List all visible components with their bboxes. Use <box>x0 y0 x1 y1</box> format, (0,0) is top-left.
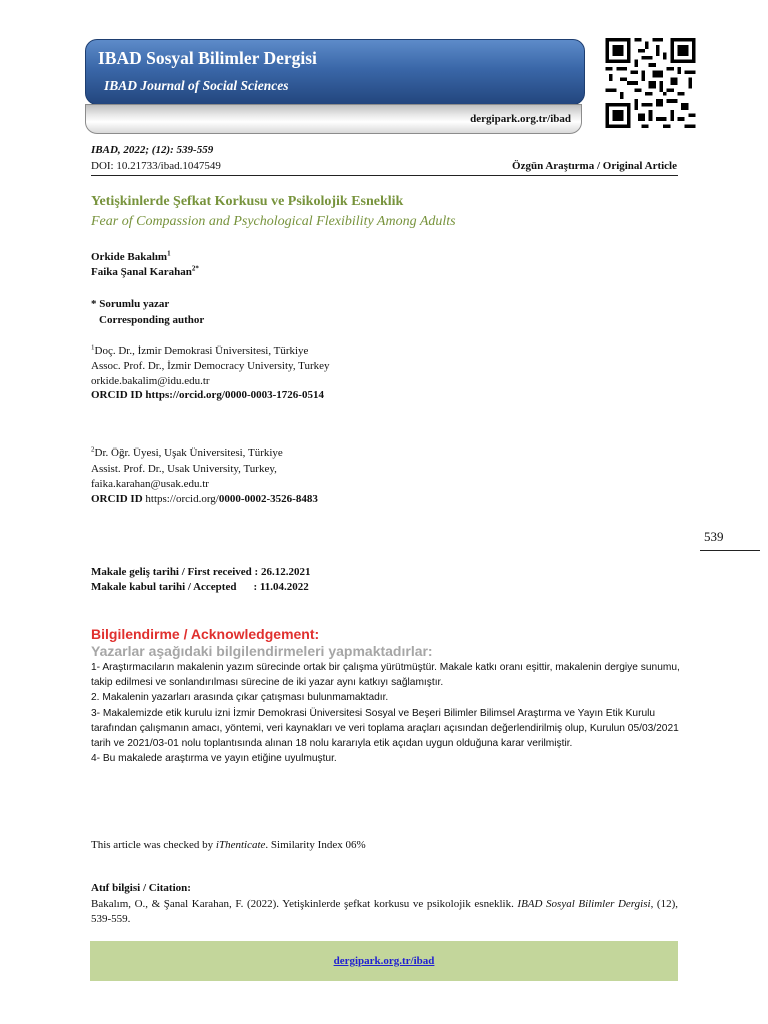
acknowledgement-item: 3- Makalemizde etik kurulu izni İzmir Demokrasi Üniversitesi Sosyal ve Beşeri Bilimler Bilimsel Araştırma ve Yayın Etik Kurulu tarafından çalışmanın amacı, yöntemi, veri kaynakları ve veri toplama araçları açısından değerlendirilmiş olup, Kurulun 05/03/2021 tarih ve 2021/03-01 nolu toplantısında alınan 18 nolu kararıyla etik açıdan uygun olduğuna karar verilmiştir. <box>91 707 679 750</box>
affiliation-2-en: Assist. Prof. Dr., Usak University, Turkey, <box>91 463 277 475</box>
journal-url[interactable]: dergipark.org.tr/ibad <box>470 113 571 125</box>
article-title-tr: Yetişkinlerde Şefkat Korkusu ve Psikolojik Esneklik <box>91 194 404 209</box>
author-1: Orkide Bakalım$^1$ <box>91 249 171 263</box>
acknowledgement-title: Bilgilendirme / Acknowledgement: <box>91 626 320 642</box>
doi[interactable]: DOI: 10.21733/ibad.1047549 <box>91 160 221 172</box>
journal-title-en: IBAD Journal of Social Sciences <box>104 78 289 93</box>
article-title-en: Fear of Compassion and Psychological Flexibility Among Adults <box>91 214 456 229</box>
affiliation-1-tr: $^1$Doç. Dr., İzmir Demokrasi Üniversitesi, Türkiye <box>91 343 309 357</box>
received-date: Makale geliş tarihi / First received : 26.12.2021 <box>91 566 311 578</box>
journal-title-tr: IBAD Sosyal Bilimler Dergisi <box>98 48 317 68</box>
journal-url-bar <box>85 104 582 134</box>
qr-code-icon <box>602 38 699 128</box>
author-2: Faika Şanal Karahan$^{2*}$ <box>91 264 199 278</box>
footer-bar <box>90 941 678 981</box>
author-2-email[interactable]: faika.karahan@usak.edu.tr <box>91 478 209 490</box>
affiliation-2-tr: $^2$Dr. Öğr. Üyesi, Uşak Üniversitesi, Türkiye <box>91 445 283 459</box>
footer-link[interactable]: dergipark.org.tr/ibad <box>333 955 435 967</box>
acknowledgement-item: 4- Bu makalede araştırma ve yayın etiğine uyulmuştur. <box>91 753 337 765</box>
journal-banner <box>85 39 585 105</box>
article-type: Özgün Araştırma / Original Article <box>512 160 677 172</box>
plagiarism-check: This article was checked by iThenticate. Similarity Index 06% <box>91 839 366 851</box>
page-number: 539 <box>704 529 724 544</box>
citation-heading: Atıf bilgisi / Citation: <box>91 882 191 894</box>
accepted-date: Makale kabul tarihi / Accepted : 11.04.2022 <box>91 581 309 593</box>
citation-line: IBAD, 2022; (12): 539-559 <box>91 144 214 156</box>
corresponding-en: Corresponding author <box>99 314 205 326</box>
header-divider <box>91 175 678 176</box>
author-2-orcid[interactable]: ORCID ID https://orcid.org/0000-0002-3526-8483 <box>91 493 318 505</box>
corresponding-tr: * Sorumlu yazar <box>91 298 170 310</box>
author-1-orcid[interactable]: ORCID ID https://orcid.org/0000-0003-1726-0514 <box>91 389 324 401</box>
author-1-email[interactable]: orkide.bakalim@idu.edu.tr <box>91 375 210 387</box>
page-number-rule <box>700 550 760 551</box>
acknowledgement-item: 2. Makalenin yazarları arasında çıkar çatışması bulunmamaktadır. <box>91 692 389 704</box>
acknowledgement-subtitle: Yazarlar aşağıdaki bilgilendirmeleri yapmaktadırlar: <box>91 643 433 659</box>
affiliation-1-en: Assoc. Prof. Dr., İzmir Democracy University, Turkey <box>91 360 330 372</box>
acknowledgement-body <box>91 660 681 766</box>
citation-text: Bakalım, O., & Şanal Karahan, F. (2022). Yetişkinlerde şefkat korkusu ve psikolojik esneklik. IBAD Sosyal Bilimler Dergisi, (12), 539-559. <box>91 898 678 925</box>
acknowledgement-item: 1- Araştırmacıların makalenin yazım sürecinde ortak bir çalışma yürütmüştür. Makale katkı oranı eşittir, makalenin dergiye sunumu, takip edilmesi ve sonlandırılması sürecine de iki yazar aynı katkıyı sağlamıştır. <box>91 662 680 689</box>
